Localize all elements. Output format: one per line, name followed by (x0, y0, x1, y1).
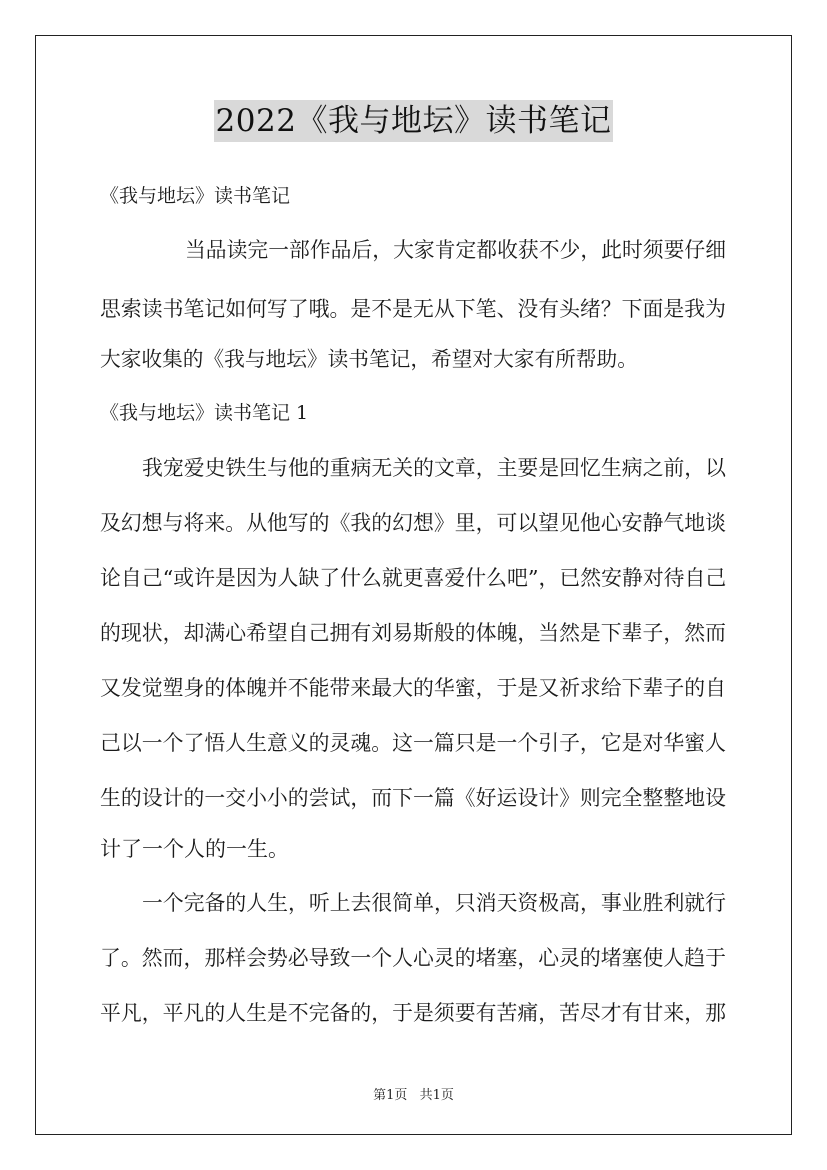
paragraph-line: 我宠爱史铁生与他的重病无关的文章，主要是回忆生病之前，以 (142, 456, 726, 480)
paragraph-line: 平凡，平凡的人生是不完备的，于是须要有苦痛，苦尽才有甘来，那 (100, 1001, 726, 1025)
page-number: 第1页 (373, 1088, 408, 1103)
paragraph-line: 的现状，却满心希望自己拥有刘易斯般的体魄，当然是下辈子，然而 (100, 621, 726, 645)
paragraph-line: 计了一个人的一生。 (100, 837, 289, 861)
paragraph-line: 又发觉塑身的体魄并不能带来最大的华蜜，于是又祈求给下辈子的自 (100, 676, 726, 700)
paragraph-line: 生的设计的一交小小的尝试，而下一篇《好运设计》则完全整整地设 (100, 786, 726, 810)
paragraph-line: 了。然而，那样会势必导致一个人心灵的堵塞，心灵的堵塞使人趋于 (100, 946, 726, 970)
section-heading: 《我与地坛》读书笔记 1 (100, 402, 309, 424)
intro-line: 当品读完一部作品后，大家肯定都收获不少，此时须要仔细 (185, 238, 726, 262)
document-title-text: 2022《我与地坛》读书笔记 (214, 100, 614, 142)
subtitle: 《我与地坛》读书笔记 (100, 185, 291, 207)
document-title (0, 100, 827, 142)
paragraph-line: 论自己“或许是因为人缺了什么就更喜爱什么吧”，已然安静对待自己 (100, 566, 727, 590)
paragraph-line: 及幻想与将来。从他写的《我的幻想》里，可以望见他心安静气地谈 (100, 511, 726, 535)
paragraph-line: 己以一个了悟人生意义的灵魂。这一篇只是一个引子，它是对华蜜人 (100, 731, 726, 755)
page-total: 共1页 (419, 1088, 454, 1103)
intro-line: 大家收集的《我与地坛》读书笔记，希望对大家有所帮助。 (100, 347, 638, 371)
paragraph-line: 一个完备的人生，听上去很简单，只消天资极高，事业胜利就行 (142, 891, 726, 915)
page-footer (0, 1084, 827, 1103)
intro-line: 思索读书笔记如何写了哦。是不是无从下笔、没有头绪？下面是我为 (100, 297, 726, 321)
